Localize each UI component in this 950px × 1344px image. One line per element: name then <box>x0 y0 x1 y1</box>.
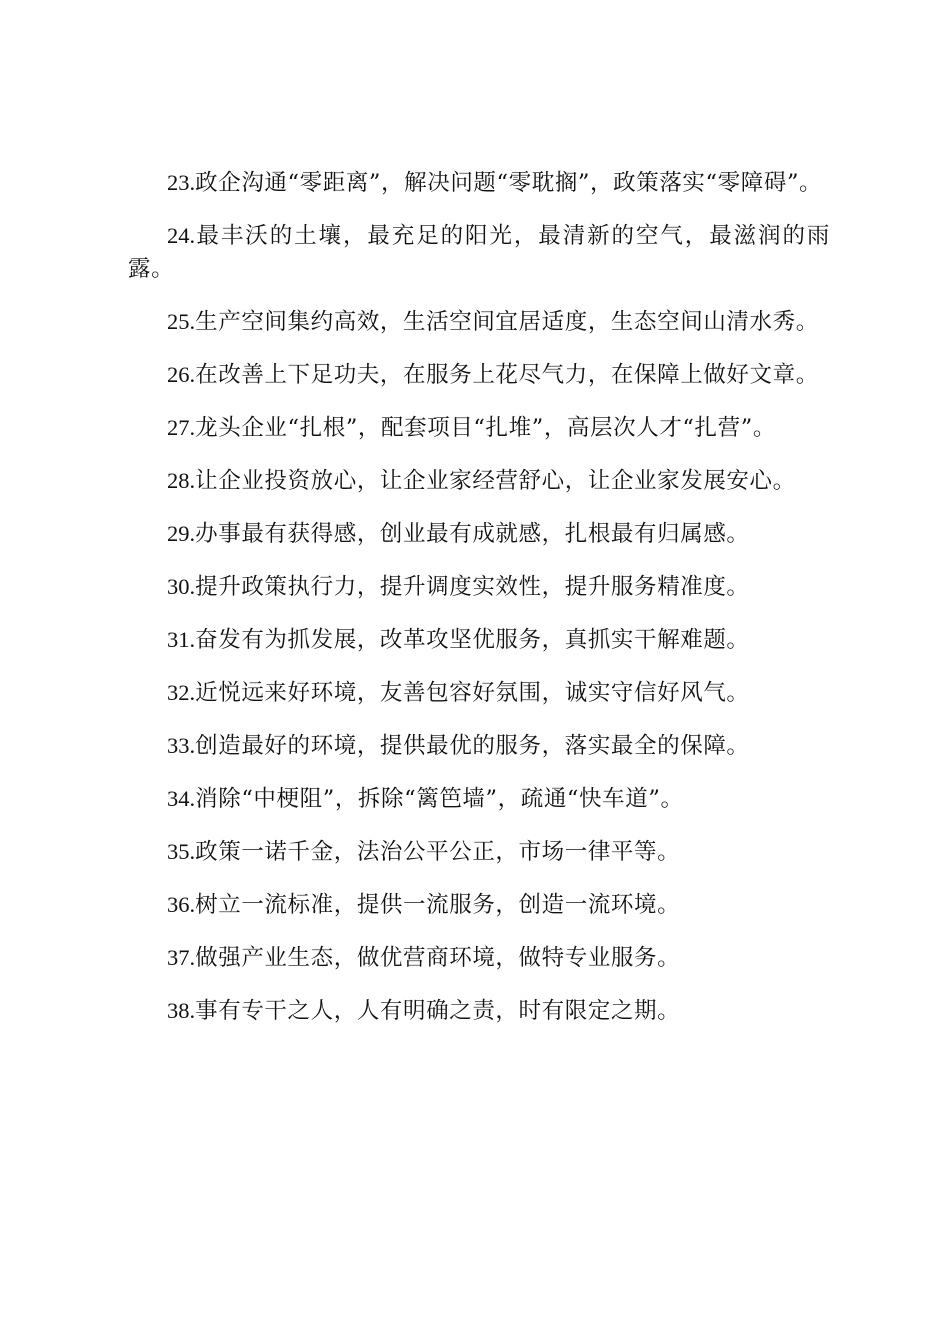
paragraph-number: 27. <box>167 415 196 440</box>
paragraph-text: 办事最有获得感，创业最有成就感，扎根最有归属感。 <box>195 521 750 547</box>
paragraph-number: 24. <box>167 223 196 248</box>
paragraph-number: 26. <box>167 362 196 387</box>
paragraph-text: 提升政策执行力，提升调度实效性，提升服务精准度。 <box>195 574 750 600</box>
paragraph-number: 32. <box>167 680 196 705</box>
paragraph-text: 事有专干之人，人有明确之责，时有限定之期。 <box>195 998 681 1024</box>
paragraph-text: 近悦远来好环境，友善包容好氛围，诚实守信好风气。 <box>195 680 750 706</box>
paragraph-27 <box>128 411 830 445</box>
paragraph-38 <box>128 994 830 1028</box>
paragraph-number: 36. <box>167 892 196 917</box>
paragraph-text: 政策一诺千金，法治公平公正，市场一律平等。 <box>195 839 681 865</box>
paragraph-number: 28. <box>167 468 196 493</box>
paragraph-text: 做强产业生态，做优营商环境，做特专业服务。 <box>195 945 681 971</box>
paragraph-text: 消除“中梗阻”，拆除“篱笆墙”，疏通“快车道”。 <box>195 786 684 812</box>
paragraph-34 <box>128 782 830 816</box>
paragraph-35 <box>128 835 830 869</box>
paragraph-23 <box>128 166 830 200</box>
paragraph-number: 29. <box>167 521 196 546</box>
paragraph-number: 34. <box>167 786 196 811</box>
paragraph-number: 37. <box>167 945 196 970</box>
paragraph-text: 奋发有为抓发展，改革攻坚优服务，真抓实干解难题。 <box>195 627 750 653</box>
paragraph-text: 让企业投资放心，让企业家经营舒心，让企业家发展安心。 <box>195 468 796 494</box>
paragraph-text: 最丰沃的土壤，最充足的阳光，最清新的空气，最滋润的雨露。 <box>128 223 830 282</box>
paragraph-number: 38. <box>167 998 196 1023</box>
paragraph-31 <box>128 623 830 657</box>
paragraph-number: 30. <box>167 574 196 599</box>
document-body <box>128 166 830 1047</box>
paragraph-30 <box>128 570 830 604</box>
paragraph-29 <box>128 517 830 551</box>
paragraph-33 <box>128 729 830 763</box>
paragraph-32 <box>128 676 830 710</box>
paragraph-text: 生产空间集约高效，生活空间宜居适度，生态空间山清水秀。 <box>195 309 819 335</box>
paragraph-24 <box>128 219 830 286</box>
paragraph-number: 31. <box>167 627 196 652</box>
paragraph-number: 35. <box>167 839 196 864</box>
paragraph-text: 树立一流标准，提供一流服务，创造一流环境。 <box>195 892 681 918</box>
paragraph-25 <box>128 305 830 339</box>
paragraph-text: 政企沟通“零距离”，解决问题“零耽搁”，政策落实“零障碍”。 <box>195 170 823 196</box>
paragraph-26 <box>128 358 830 392</box>
paragraph-36 <box>128 888 830 922</box>
paragraph-number: 25. <box>167 309 196 334</box>
paragraph-text: 创造最好的环境，提供最优的服务，落实最全的保障。 <box>195 733 750 759</box>
paragraph-37 <box>128 941 830 975</box>
paragraph-text: 在改善上下足功夫，在服务上花尽气力，在保障上做好文章。 <box>195 362 819 388</box>
paragraph-number: 33. <box>167 733 196 758</box>
paragraph-text: 龙头企业“扎根”，配套项目“扎堆”，高层次人才“扎营”。 <box>195 415 776 441</box>
paragraph-28 <box>128 464 830 498</box>
paragraph-number: 23. <box>167 170 196 195</box>
